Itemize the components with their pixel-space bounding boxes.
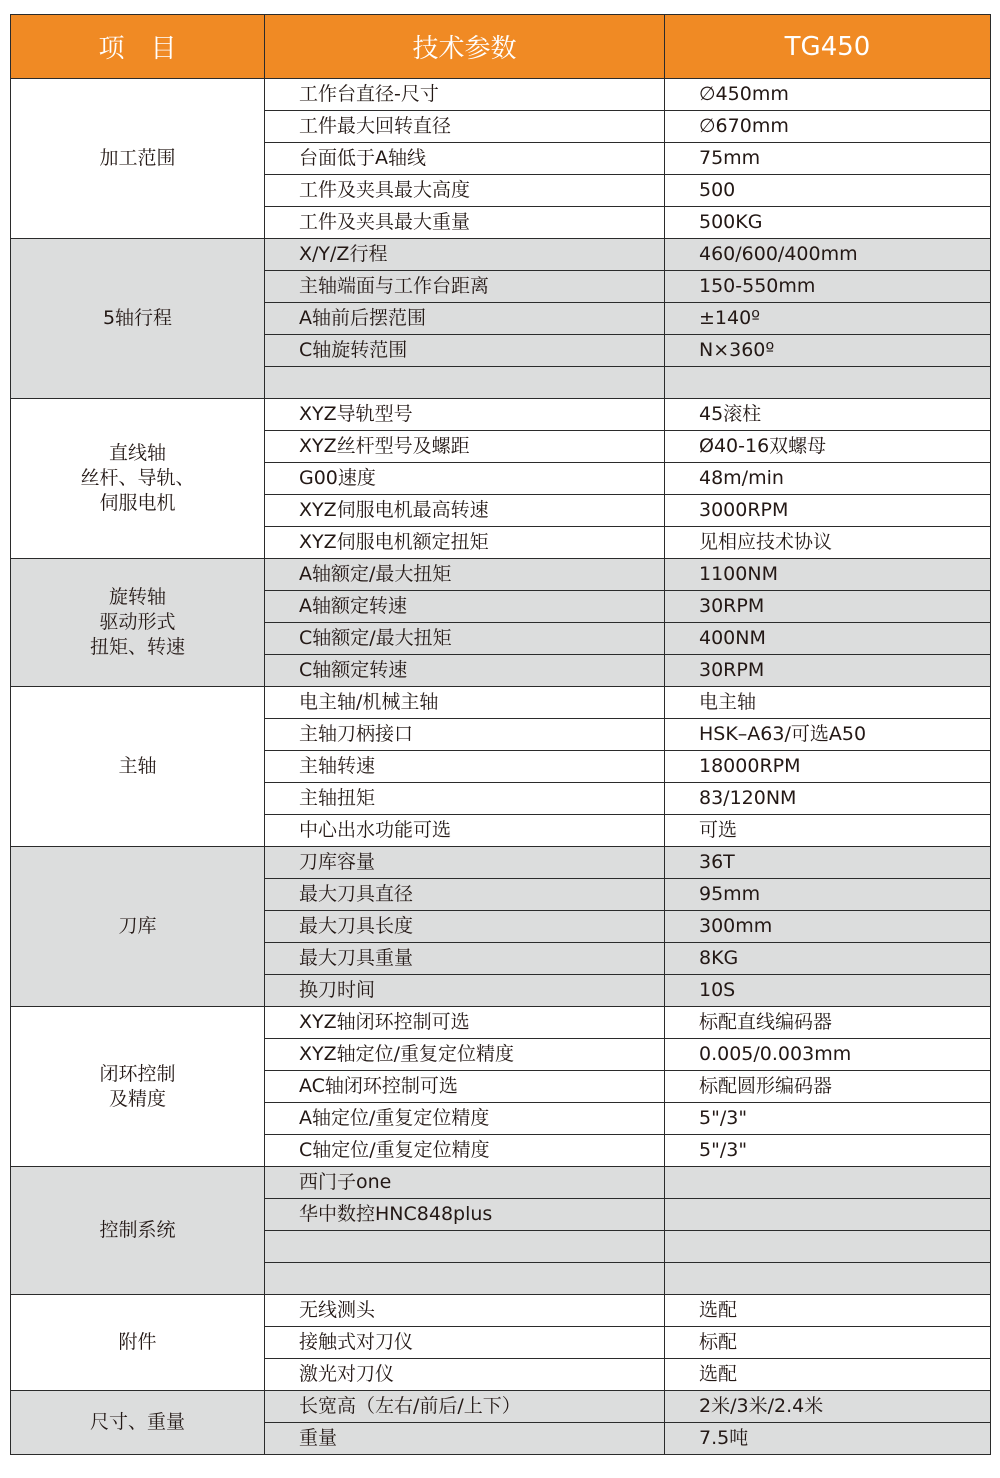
param-cell: XYZ导轨型号 xyxy=(265,399,665,431)
value-cell: 48m/min xyxy=(665,463,991,495)
param-cell: 激光对刀仪 xyxy=(265,1359,665,1391)
param-cell: G00速度 xyxy=(265,463,665,495)
param-cell xyxy=(265,1231,665,1263)
value-cell: 45滚柱 xyxy=(665,399,991,431)
header-item: 项 目 xyxy=(11,15,265,79)
value-cell: 18000RPM xyxy=(665,751,991,783)
value-cell: 400NM xyxy=(665,623,991,655)
value-cell: 30RPM xyxy=(665,655,991,687)
param-cell: XYZ伺服电机最高转速 xyxy=(265,495,665,527)
table-row xyxy=(11,399,991,431)
param-cell: 台面低于A轴线 xyxy=(265,143,665,175)
table-row xyxy=(11,79,991,111)
param-cell: C轴额定转速 xyxy=(265,655,665,687)
header-model: TG450 xyxy=(665,15,991,79)
param-cell: 西门子one xyxy=(265,1167,665,1199)
param-cell: XYZ伺服电机额定扭矩 xyxy=(265,527,665,559)
header-row xyxy=(11,15,991,79)
category-cell: 旋转轴 驱动形式 扭矩、转速 xyxy=(11,559,265,687)
value-cell: 7.5吨 xyxy=(665,1423,991,1455)
table-row xyxy=(11,847,991,879)
param-cell: XYZ轴定位/重复定位精度 xyxy=(265,1039,665,1071)
param-cell: 主轴扭矩 xyxy=(265,783,665,815)
value-cell: 1100NM xyxy=(665,559,991,591)
param-cell: 无线测头 xyxy=(265,1295,665,1327)
param-cell: A轴定位/重复定位精度 xyxy=(265,1103,665,1135)
table-row xyxy=(11,1391,991,1423)
category-cell: 闭环控制 及精度 xyxy=(11,1007,265,1167)
param-cell: 最大刀具长度 xyxy=(265,911,665,943)
table-row xyxy=(11,1007,991,1039)
spec-table xyxy=(10,14,990,1464)
value-cell: 0.005/0.003mm xyxy=(665,1039,991,1071)
param-cell: XYZ丝杆型号及螺距 xyxy=(265,431,665,463)
param-cell: 接触式对刀仪 xyxy=(265,1327,665,1359)
value-cell: N×360º xyxy=(665,335,991,367)
category-cell: 主轴 xyxy=(11,687,265,847)
value-cell: 可选 xyxy=(665,815,991,847)
param-cell: C轴额定/最大扭矩 xyxy=(265,623,665,655)
value-cell: Ø40-16双螺母 xyxy=(665,431,991,463)
value-cell: 见相应技术协议 xyxy=(665,527,991,559)
param-cell: 工件最大回转直径 xyxy=(265,111,665,143)
param-cell: 最大刀具直径 xyxy=(265,879,665,911)
spec-body xyxy=(11,79,991,1455)
param-cell: 重量 xyxy=(265,1423,665,1455)
value-cell: 500KG xyxy=(665,207,991,239)
value-cell: 选配 xyxy=(665,1359,991,1391)
value-cell: ±140º xyxy=(665,303,991,335)
value-cell: 75mm xyxy=(665,143,991,175)
value-cell: 标配 xyxy=(665,1327,991,1359)
category-cell: 控制系统 xyxy=(11,1167,265,1295)
table-row xyxy=(11,239,991,271)
value-cell: 5"/3" xyxy=(665,1103,991,1135)
param-cell: C轴定位/重复定位精度 xyxy=(265,1135,665,1167)
param-cell: C轴旋转范围 xyxy=(265,335,665,367)
category-cell: 刀库 xyxy=(11,847,265,1007)
param-cell: 工件及夹具最大重量 xyxy=(265,207,665,239)
param-cell xyxy=(265,1263,665,1295)
param-cell: 主轴端面与工作台距离 xyxy=(265,271,665,303)
param-cell: 换刀时间 xyxy=(265,975,665,1007)
value-cell: 83/120NM xyxy=(665,783,991,815)
value-cell: 2米/3米/2.4米 xyxy=(665,1391,991,1423)
param-cell: 主轴转速 xyxy=(265,751,665,783)
param-cell: 长宽高（左右/前后/上下） xyxy=(265,1391,665,1423)
value-cell: 8KG xyxy=(665,943,991,975)
table-row xyxy=(11,559,991,591)
param-cell: A轴额定/最大扭矩 xyxy=(265,559,665,591)
param-cell: 主轴刀柄接口 xyxy=(265,719,665,751)
value-cell: 36T xyxy=(665,847,991,879)
category-cell: 尺寸、重量 xyxy=(11,1391,265,1455)
value-cell: 3000RPM xyxy=(665,495,991,527)
value-cell xyxy=(665,1231,991,1263)
value-cell: 电主轴 xyxy=(665,687,991,719)
header-params: 技术参数 xyxy=(265,15,665,79)
value-cell: 选配 xyxy=(665,1295,991,1327)
table-row xyxy=(11,1167,991,1199)
value-cell: 30RPM xyxy=(665,591,991,623)
table-row xyxy=(11,687,991,719)
value-cell: 标配直线编码器 xyxy=(665,1007,991,1039)
value-cell: 95mm xyxy=(665,879,991,911)
table-row xyxy=(11,1295,991,1327)
value-cell: 460/600/400mm xyxy=(665,239,991,271)
param-cell: A轴额定转速 xyxy=(265,591,665,623)
value-cell: 10S xyxy=(665,975,991,1007)
param-cell: 电主轴/机械主轴 xyxy=(265,687,665,719)
param-cell: X/Y/Z行程 xyxy=(265,239,665,271)
param-cell: 华中数控HNC848plus xyxy=(265,1199,665,1231)
value-cell: ∅450mm xyxy=(665,79,991,111)
value-cell xyxy=(665,367,991,399)
category-cell: 直线轴 丝杆、导轨、 伺服电机 xyxy=(11,399,265,559)
value-cell: 150-550mm xyxy=(665,271,991,303)
value-cell: 300mm xyxy=(665,911,991,943)
value-cell: ∅670mm xyxy=(665,111,991,143)
param-cell xyxy=(265,367,665,399)
value-cell xyxy=(665,1199,991,1231)
value-cell xyxy=(665,1263,991,1295)
value-cell xyxy=(665,1167,991,1199)
value-cell: 标配圆形编码器 xyxy=(665,1071,991,1103)
category-cell: 附件 xyxy=(11,1295,265,1391)
value-cell: 500 xyxy=(665,175,991,207)
param-cell: AC轴闭环控制可选 xyxy=(265,1071,665,1103)
value-cell: HSK–A63/可选A50 xyxy=(665,719,991,751)
param-cell: 中心出水功能可选 xyxy=(265,815,665,847)
param-cell: 最大刀具重量 xyxy=(265,943,665,975)
param-cell: 工件及夹具最大高度 xyxy=(265,175,665,207)
param-cell: A轴前后摆范围 xyxy=(265,303,665,335)
param-cell: XYZ轴闭环控制可选 xyxy=(265,1007,665,1039)
category-cell: 加工范围 xyxy=(11,79,265,239)
param-cell: 刀库容量 xyxy=(265,847,665,879)
param-cell: 工作台直径-尺寸 xyxy=(265,79,665,111)
category-cell: 5轴行程 xyxy=(11,239,265,399)
value-cell: 5"/3" xyxy=(665,1135,991,1167)
